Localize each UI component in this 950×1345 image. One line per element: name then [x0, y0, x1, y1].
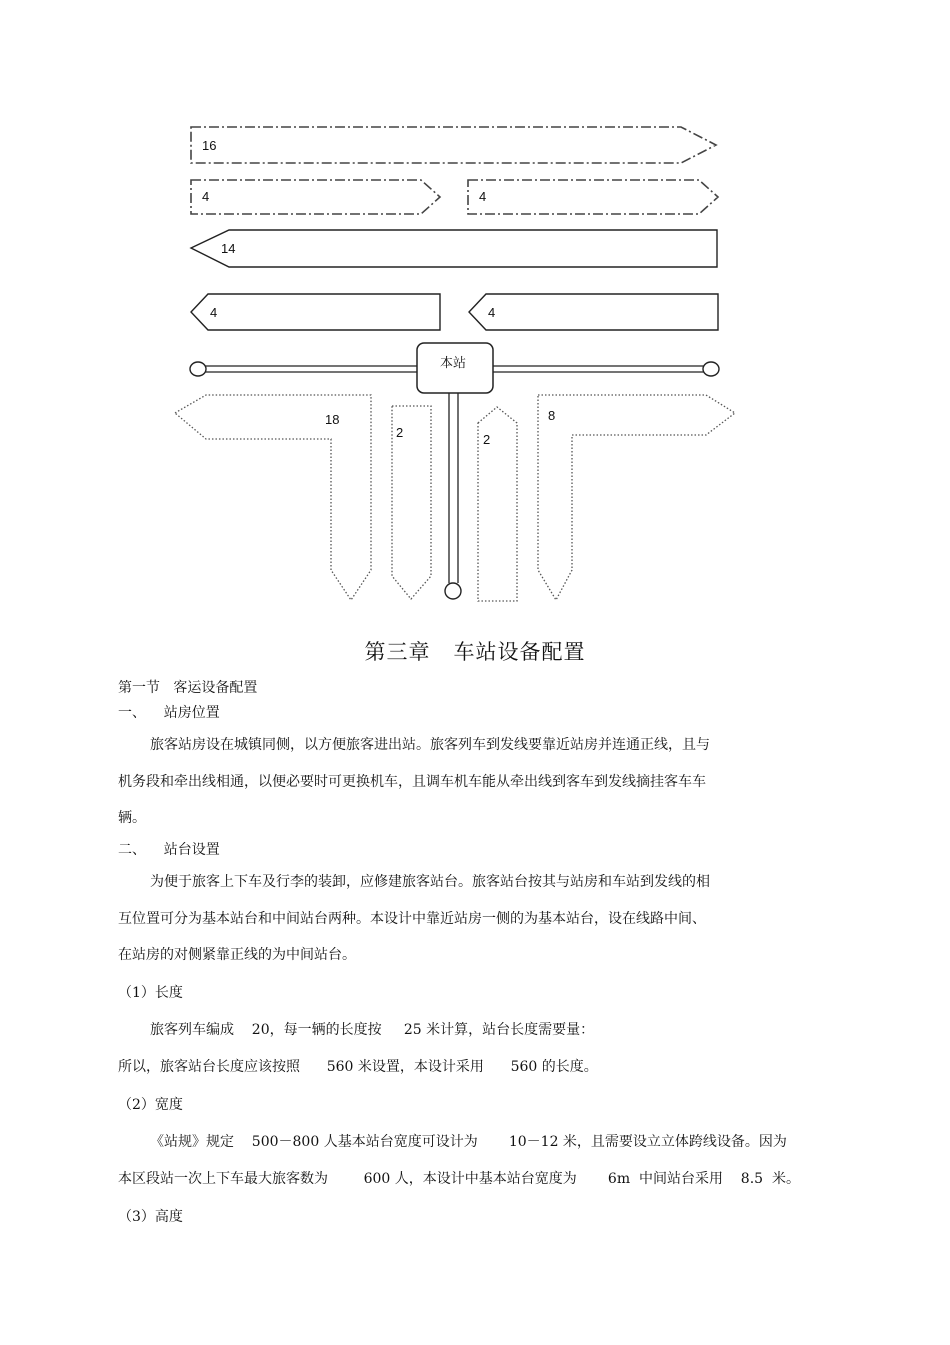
- sub1-heading: （1）长度: [118, 985, 183, 1001]
- arrow-4-right-top-label: 4: [479, 189, 487, 204]
- arrow-2-up-label: 2: [483, 432, 491, 447]
- item2-para-line: 在站房的对侧紧靠正线的为中间站台。: [118, 947, 356, 963]
- item2-para-line: 为便于旅客上下车及行李的装卸，应修建旅客站台。旅客站台按其与站房和车站到发线的相: [150, 874, 710, 890]
- line-end-right: [703, 362, 719, 376]
- sub2-line: 《站规》规定 500－800 人基本站台宽度可设计为 10－12 米，且需要设立立体跨线设备。因为: [150, 1134, 787, 1150]
- chapter-title: 第三章 车站设备配置: [364, 640, 586, 664]
- arrow-16: [191, 127, 716, 163]
- sub2-heading: （2）宽度: [118, 1097, 183, 1113]
- item1-para-line: 辆。: [118, 810, 146, 826]
- arrow-4-right-bottom: [469, 294, 718, 330]
- item1-para-line: 旅客站房设在城镇同侧，以方便旅客进出站。旅客列车到发线要靠近站房并连通正线，且与: [150, 737, 710, 753]
- sub1-line: 所以，旅客站台长度应该按照 560 米设置，本设计采用 560 的长度。: [118, 1059, 598, 1075]
- arrow-18: [175, 395, 371, 600]
- arrow-16-label: 16: [202, 138, 217, 153]
- arrow-4-left-top: [191, 180, 440, 214]
- station-label: 本站: [440, 355, 467, 370]
- arrow-8: [538, 395, 735, 600]
- item1-heading: 一、 站房位置: [118, 705, 220, 721]
- sub1-line: 旅客列车编成 20，每一辆的长度按 25 米计算，站台长度需要量：: [150, 1022, 595, 1038]
- line-end-left: [190, 362, 206, 376]
- arrow-2-down-label: 2: [396, 425, 404, 440]
- arrow-4-left-top-label: 4: [202, 189, 210, 204]
- arrow-4-right-top: [468, 180, 718, 214]
- section-title: 第一节 客运设备配置: [118, 680, 258, 696]
- arrow-14-label: 14: [221, 241, 236, 256]
- item1-para-line: 机务段和牵出线相通，以便必要时可更换机车，且调车机车能从牵出线到客车到发线摘挂客车车: [118, 774, 706, 790]
- sub3-heading: （3）高度: [118, 1209, 183, 1225]
- arrow-4-left-bottom: [191, 294, 440, 330]
- arrow-4-right-bottom-label: 4: [488, 305, 496, 320]
- sub2-line: 本区段站一次上下车最大旅客数为 600 人，本设计中基本站台宽度为 6m 中间站台采用 8.5 米。: [118, 1171, 800, 1187]
- station-layout-diagram: [0, 0, 950, 620]
- arrow-8-label: 8: [548, 408, 556, 423]
- arrow-4-left-bottom-label: 4: [210, 305, 218, 320]
- arrow-18-label: 18: [325, 412, 340, 427]
- item2-heading: 二、 站台设置: [118, 842, 220, 858]
- stem-end: [445, 583, 461, 599]
- arrow-14: [191, 230, 717, 267]
- item2-para-line: 互位置可分为基本站台和中间站台两种。本设计中靠近站房一侧的为基本站台，设在线路中间、: [118, 911, 706, 927]
